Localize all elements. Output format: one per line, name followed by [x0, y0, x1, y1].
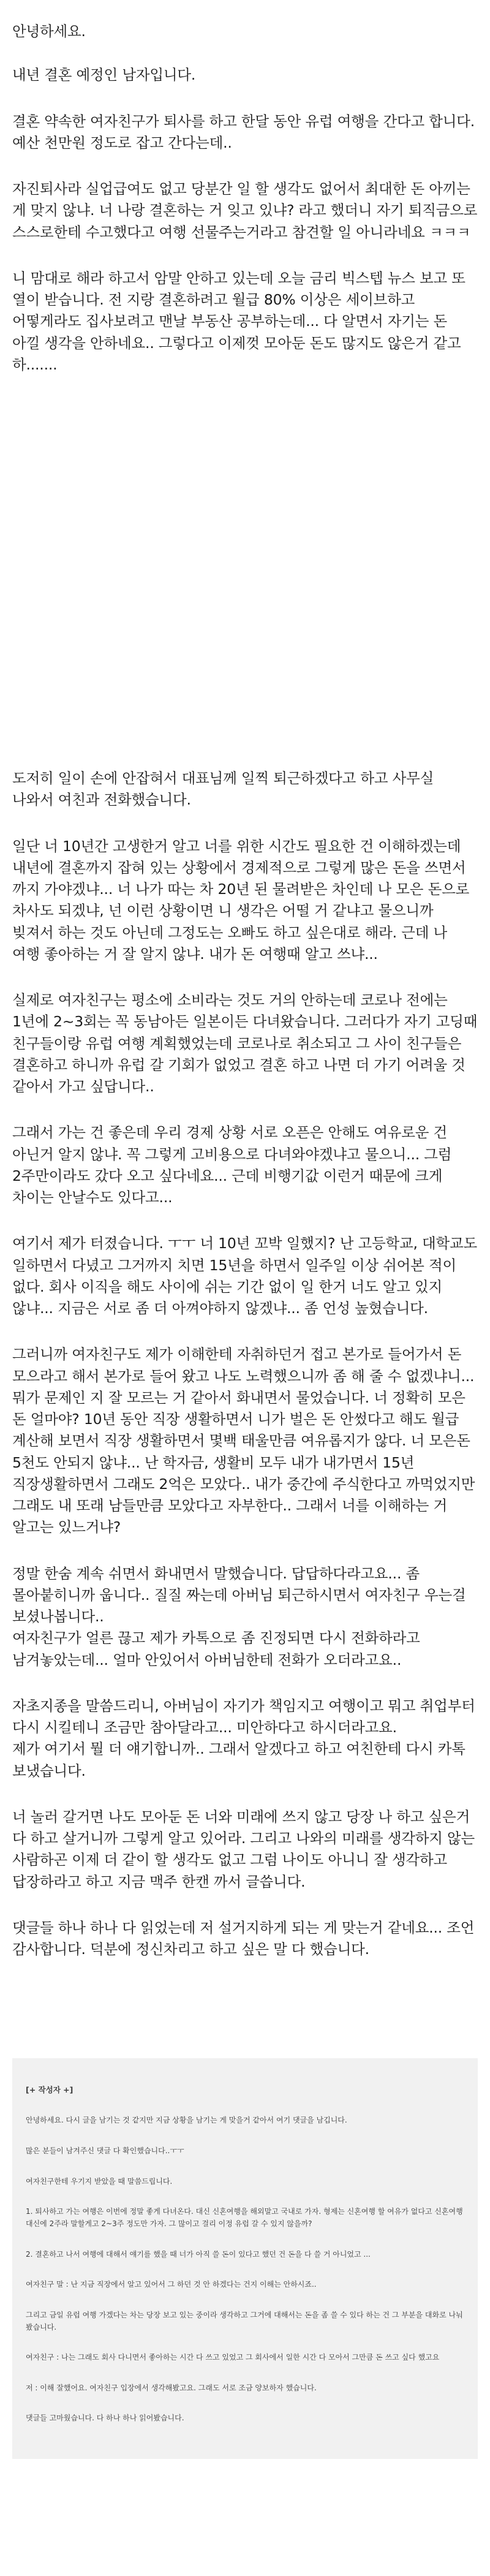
blank-space: [12, 400, 478, 768]
author-follow-up: [12, 2058, 478, 2459]
paragraph: 실제로 여자친구는 평소에 소비라는 것도 거의 안하는데 코로나 전에는 1년에 2~3회는 꼭 동남아든 일본이든 다녀왔습니다. 그러다가 자기 고딩때 친구들이랑 유럽 여행 계획했었는데 코로나로 취소되고 그 사이 친구들은 결혼하고 하니까 유럽 갈 기회가 없었고 결혼 하고 나면 더 가기 어려울 것 같아서 가고 싶답니다..: [12, 991, 478, 1095]
paragraph: 그러니까 여자친구도 제가 이해한테 자취하던거 접고 본가로 들어가서 돈 모으라고 해서 본가로 들어 왔고 나도 노력했으니까 좀 해 줄 수 없겠냐니... 뭐가 문제인 지 잘 모르는 거 같아서 화내면서 물었습니다. 너 정확히 모은 돈 얼마야? 10년 동안 직장 생활하면서 니가 벌은 돈 안썼다고 해도 월급 계산해 보면서 직장 생활하면서 몇백 태울만큼 여유롭지가 않다. 너 모은돈 5천도 안되지 않냐... 난 학자금, 생활비 모두 내가 내가면서 15년 직장생활하면서 그래도 2억은 모았다.. 내가 중간에 주식한다고 까먹었지만 그래도 내 또래 남들만큼 모았다고 자부한다.. 그래서 너를 이해하는 거 알고는 있느거냐?: [12, 1346, 475, 1536]
follow-up-line: 저 : 이해 잘했어요. 여자친구 입장에서 생각해봤고요. 그래도 서로 조금 양보하자 했습니다.: [26, 2383, 317, 2392]
follow-up-heading: [+ 작성자 +]: [26, 2085, 74, 2095]
follow-up-line: 1. 퇴사하고 가는 여행은 이번에 정말 좋게 다녀온다. 대신 신혼여행을 해외말고 국내로 가자. 형제는 신혼여행 할 여유가 없다고 신혼여행 대신에 2주라 말할게고 2~3주 정도만 가자. 그 많이고 걸리 이정 유럽 갈 수 있지 않을까?: [26, 2207, 463, 2229]
follow-up-line: 여자친구한테 우기지 받았을 때 말씀드립니다.: [26, 2176, 173, 2186]
greeting: 안녕하세요.: [12, 23, 86, 40]
paragraph: 자진퇴사라 실업급여도 없고 당분간 일 할 생각도 없어서 최대한 돈 아끼는 게 맞지 않냐. 너 나랑 결혼하는 거 잊고 있냐? 라고 했더니 자기 퇴직금으로 스스로한테 수고했다고 여행 선물주는거라고 참견할 일 아니라네요 ㅋㅋㅋ: [12, 180, 478, 241]
paragraph: 그래서 가는 건 좋은데 우리 경제 상황 서로 오픈은 안해도 여유로운 건 아닌거 알지 않냐. 꼭 그렇게 고비용으로 다녀와야겠냐고 물으니... 그럼 2주만이라도 갔다 오고 싶다네요... 근데 비행기값 이런거 때문에 크게 차이는 안날수도 있다고...: [12, 1124, 452, 1206]
paragraph: 여기서 제가 터졌습니다. ㅜㅜ 너 10년 꼬박 일했지? 난 고등학교, 대학교도 일하면서 다녔고 그거까지 치면 15년을 하면서 일주일 이상 쉬어본 적이 없다. 회사 이직을 해도 사이에 쉬는 기간 없이 일 한거 너도 알고 있지 않냐... 지금은 서로 좀 더 아껴야하지 않겠냐... 좀 언성 높혔습니다.: [12, 1235, 478, 1317]
paragraph: 결혼 약속한 여자친구가 퇴사를 하고 한달 동안 유럽 여행을 간다고 합니다. 예산 천만원 정도로 잡고 간다는데..: [12, 112, 475, 151]
blank-space: [12, 1985, 478, 2058]
paragraph: 너 놀러 갈거면 나도 모아둔 돈 너와 미래에 쓰지 않고 당장 나 하고 싶은거 다 하고 살거니까 그렇게 알고 있어라. 그리고 나와의 미래를 생각하지 않는 사람하곤 이제 더 같이 할 생각도 없고 그럼 나이도 아니니 잘 생각하고 답장하라고 하고 지금 맥주 한캔 까서 글씁니다.: [12, 1808, 475, 1890]
paragraph: 니 맘대로 해라 하고서 암말 안하고 있는데 오늘 금리 빅스텝 뉴스 보고 또 열이 받습니다. 전 지랑 결혼하려고 월급 80% 이상은 세이브하고 어떻게라도 집사보려고 맨날 부동산 공부하는데... 다 알면서 자기는 돈 아낄 생각을 안하네요.. 그렇다고 이제껏 모아둔 돈도 많지도 않은거 같고 하.......: [12, 269, 466, 373]
follow-up-line: 그리고 금일 유럽 여행 가겠다는 차는 당장 보고 있는 중이라 생각하고 그거에 대해서는 돈을 좀 쓸 수 있다 하는 건 그 부분을 대화로 나눠 봤습니다.: [26, 2310, 463, 2332]
paragraph: 댓글들 하나 하나 다 읽었는데 저 설거지하게 되는 게 맞는거 같네요... 조언 감사합니다. 덕분에 정신차리고 하고 싶은 말 다 했습니다.: [12, 1919, 475, 1958]
paragraph: 일단 너 10년간 고생한거 알고 너를 위한 시간도 필요한 건 이해하겠는데 내년에 결혼까지 잡혀 있는 상황에서 경제적으로 그렇게 많은 돈을 쓰면서 까지 가야겠냐... 너 나가 따는 차 20년 된 물려받은 차인데 나 모은 돈으로 차사도 되겠냐, 넌 이런 상황이면 니 생각은 어떨 거 같냐고 물으니까 빚져서 하는 것도 아닌데 그정도는 오빠도 하고 싶은대로 해라. 근데 나 여행 좋아하는 거 잘 알지 않냐. 내가 돈 여행때 알고 쓰냐...: [12, 837, 470, 963]
follow-up-closing: 댓글들 고마웠습니다. 다 하나 하나 읽어봤습니다.: [26, 2414, 184, 2423]
paragraph: 자초지종을 말씀드리니, 아버님이 자기가 책임지고 여행이고 뭐고 취업부터 다시 시킬테니 조금만 참아달라고... 미안하다고 하시더라고요. 제가 여기서 뭘 더 얘기합니까.. 그래서 알겠다고 하고 여친한테 다시 카톡 보냈습니다.: [12, 1697, 475, 1779]
follow-up-line: 여자친구 : 나는 그래도 회사 다니면서 좋아하는 시간 다 쓰고 있었고 그 회사에서 일한 시간 다 모아서 그만큼 돈 쓰고 싶다 했고요: [26, 2353, 440, 2362]
paragraph: 정말 한숨 계속 쉬면서 화내면서 말했습니다. 답답하다라고요... 좀 몰아붙히니까 웁니다.. 질질 짜는데 아버님 퇴근하시면서 여자친구 우는걸 보셨나봅니다.. 여자친구가 얼른 끊고 제가 카톡으로 좀 진정되면 다시 전화하라고 남겨놓았는데... 얼마 안있어서 아버님한테 전화가 오더라고요..: [12, 1564, 466, 1669]
paragraph: 내년 결혼 예정인 남자입니다.: [12, 66, 196, 84]
follow-up-line: 안녕하세요. 다시 글을 남기는 것 같지만 지금 상황을 남기는 게 맞을거 같아서 여기 댓글을 남깁니다.: [26, 2116, 347, 2125]
follow-up-line: 여자친구 말 : 난 지금 직장에서 알고 있어서 그 하던 것 안 하겠다는 건지 이해는 안하시죠..: [26, 2280, 317, 2289]
paragraph: 도저히 일이 손에 안잡혀서 대표님께 일찍 퇴근하겠다고 하고 사무실 나와서 여친과 전화했습니다.: [12, 770, 434, 809]
follow-up-line: 2. 결혼하고 나서 여행에 대해서 얘기를 했을 때 너가 아직 쓸 돈이 있다고 했던 건 돈을 다 쓸 거 아니었고 ...: [26, 2249, 371, 2259]
follow-up-line: 많은 분들이 남겨주신 댓글 다 확인했습니다..ㅜㅜ: [26, 2146, 184, 2156]
